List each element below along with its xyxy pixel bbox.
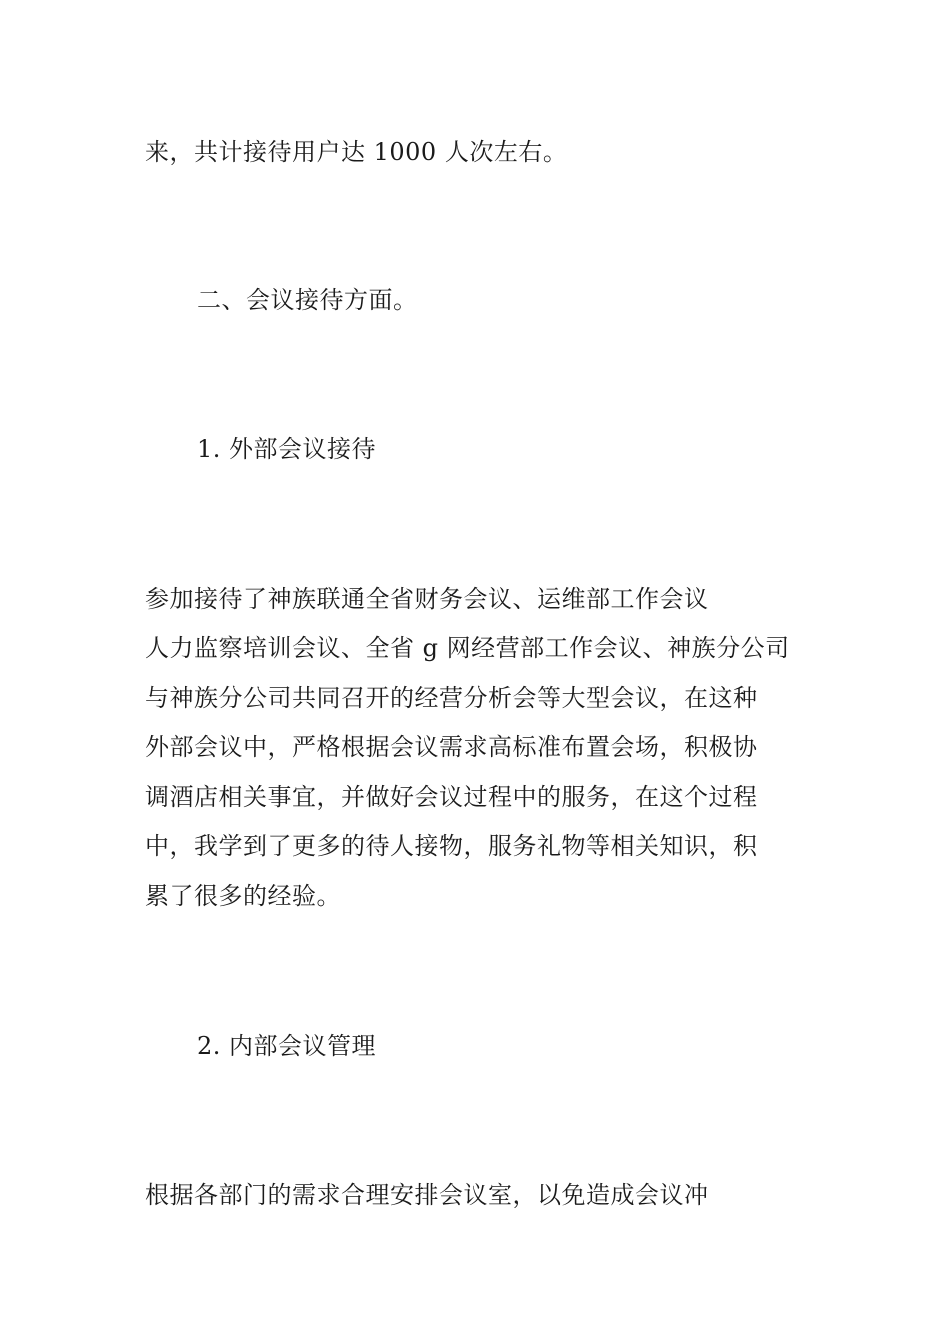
paragraph-line: 参加接待了神族联通全省财务会议、运维部工作会议 — [145, 585, 709, 613]
paragraph-line: 外部会议中，严格根据会议需求高标准布置会场，积极协 — [145, 733, 758, 761]
section-heading: 二、会议接待方面。 — [197, 286, 418, 314]
subsection-heading-internal-meetings: 2. 内部会议管理 — [197, 1032, 377, 1060]
paragraph-line: 人力监察培训会议、全省 g 网经营部工作会议、神族分公司 — [145, 634, 790, 662]
paragraph-line: 调酒店相关事宜，并做好会议过程中的服务，在这个过程 — [145, 783, 758, 811]
subsection-heading-external-meetings: 1. 外部会议接待 — [197, 435, 377, 463]
paragraph-line: 与神族分公司共同召开的经营分析会等大型会议，在这种 — [145, 684, 758, 712]
paragraph-line: 中，我学到了更多的待人接物，服务礼物等相关知识，积 — [145, 832, 758, 860]
paragraph-line: 累了很多的经验。 — [145, 882, 341, 910]
paragraph-line: 根据各部门的需求合理安排会议室，以免造成会议冲 — [145, 1181, 709, 1209]
continuation-text-line: 来，共计接待用户达 1000 人次左右。 — [145, 138, 568, 166]
